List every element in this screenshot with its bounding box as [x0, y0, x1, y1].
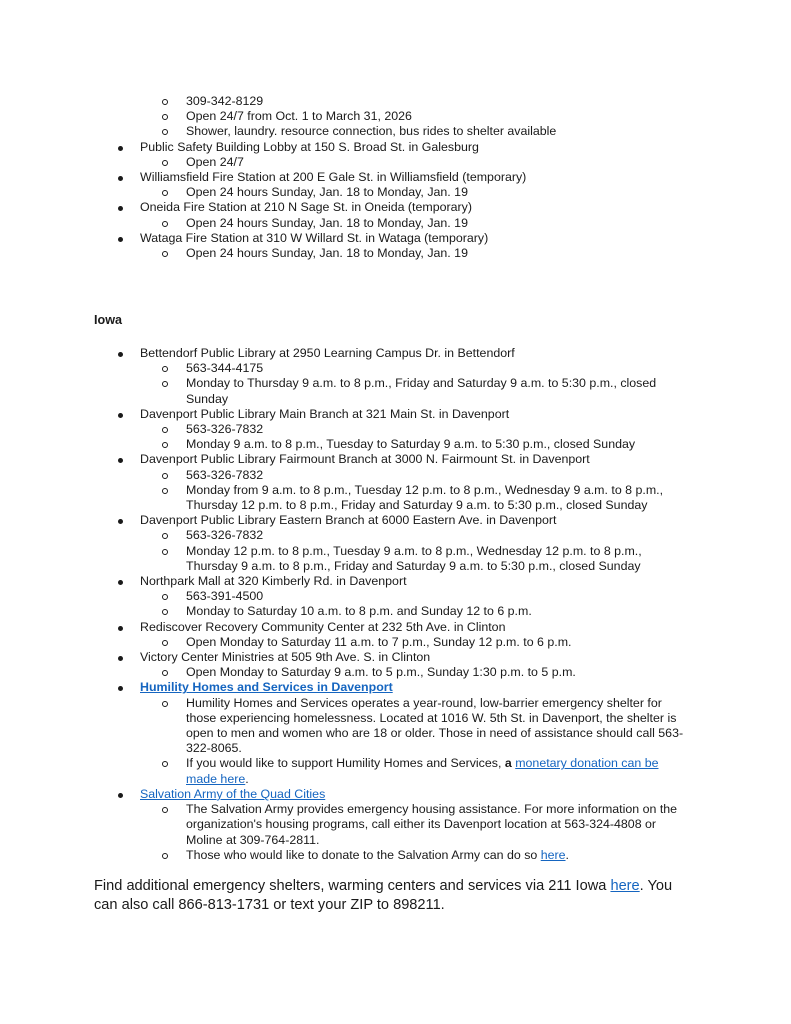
location-hours: Open Monday to Saturday 9 a.m. to 5 p.m., Sunday 1:30 p.m. to 5 p.m. — [186, 665, 576, 680]
bullet-icon — [118, 413, 123, 418]
list-item — [0, 680, 791, 786]
location-detail: Open 24 hours Sunday, Jan. 18 to Monday, Jan. 19 — [186, 215, 468, 230]
location-hours: Monday from 9 a.m. to 8 p.m., Tuesday 12 p.m. to 8 p.m., Wednesday 9 a.m. to 8 p.m., Thursday 12 p.m. to 8 p.m., Friday and Saturday 9 a.m. to 5:30 p.m., closed Sunday — [186, 482, 664, 513]
detail-item: Open 24/7 from Oct. 1 to March 31, 2026 — [0, 109, 791, 124]
circle-bullet-icon — [162, 221, 168, 227]
location-phone: 563-326-7832 — [186, 422, 264, 437]
location-name: Davenport Public Library Main Branch at 321 Main St. in Davenport — [140, 406, 510, 421]
location-name: Rediscover Recovery Community Center at 232 5th Ave. in Clinton — [140, 619, 506, 634]
bullet-icon — [118, 352, 123, 357]
circle-bullet-icon — [162, 427, 168, 433]
list-item — [0, 620, 791, 650]
bullet-icon — [118, 626, 123, 631]
circle-bullet-icon — [162, 594, 168, 600]
circle-bullet-icon — [162, 129, 168, 135]
circle-bullet-icon — [162, 761, 168, 767]
location-hours: Monday to Saturday 10 a.m. to 8 p.m. and Sunday 12 to 6 p.m. — [186, 604, 532, 619]
bullet-icon — [118, 793, 123, 798]
salvation-donate-prefix: Those who would like to donate to the Salvation Army can do so — [186, 847, 541, 862]
location-name: Wataga Fire Station at 310 W Willard St. in Wataga (temporary) — [140, 230, 489, 245]
list-item — [0, 346, 791, 407]
monetary-donation-link[interactable]: monetary donation can be made here — [186, 756, 659, 786]
detail-item: 309-342-8129 — [0, 94, 791, 109]
humility-homes-link[interactable]: Humility Homes and Services in Davenport — [140, 680, 393, 695]
location-name: Davenport Public Library Fairmount Branch at 3000 N. Fairmount St. in Davenport — [140, 452, 590, 467]
location-phone: 563-326-7832 — [186, 467, 264, 482]
location-detail: Open 24/7 — [186, 154, 244, 169]
circle-bullet-icon — [162, 114, 168, 120]
bullet-icon — [118, 580, 123, 585]
location-name: Davenport Public Library Eastern Branch at 6000 Eastern Ave. in Davenport — [140, 513, 557, 528]
circle-bullet-icon — [162, 807, 168, 813]
humility-donate-suffix: . — [245, 771, 249, 786]
location-name: Victory Center Ministries at 505 9th Ave. S. in Clinton — [140, 650, 431, 665]
salvation-donate-link[interactable]: here — [540, 847, 566, 862]
bullet-icon — [118, 458, 123, 463]
circle-bullet-icon — [162, 366, 168, 372]
humility-donate-prefix: If you would like to support Humility Homes and Services, — [186, 756, 505, 771]
list-item — [0, 787, 791, 863]
illinois-location-list — [0, 140, 791, 262]
list-item — [0, 140, 791, 170]
circle-bullet-icon — [162, 473, 168, 479]
location-hours: Monday 9 a.m. to 8 p.m., Tuesday to Saturday 9 a.m. to 5:30 p.m., closed Sunday — [186, 437, 636, 452]
illinois-continued-section — [0, 94, 791, 261]
list-item — [0, 574, 791, 620]
bullet-icon — [118, 146, 123, 151]
iowa-section — [0, 346, 791, 863]
location-name: Public Safety Building Lobby at 150 S. Broad St. in Galesburg — [140, 139, 479, 154]
location-phone: 563-344-4175 — [186, 361, 264, 376]
location-phone: 563-326-7832 — [186, 528, 264, 543]
circle-bullet-icon — [162, 549, 168, 555]
humility-description: Humility Homes and Services operates a year-round, low-barrier emergency shelter for those experiencing homelessness. Located at 1016 W. 5th St. in Davenport, the shelter is open to men and women who are 18 or older. Those in need of assistance should call 563-322-8065. — [186, 695, 684, 756]
location-detail: Open 24 hours Sunday, Jan. 18 to Monday, Jan. 19 — [186, 246, 468, 261]
salvation-army-link[interactable]: Salvation Army of the Quad Cities — [140, 786, 326, 801]
bullet-icon — [118, 519, 123, 524]
list-item — [0, 452, 791, 513]
location-name: Oneida Fire Station at 210 N Sage St. in Oneida (temporary) — [140, 200, 472, 215]
211-iowa-link[interactable]: here — [610, 878, 640, 894]
salvation-donate-suffix: . — [565, 847, 569, 862]
location-name: Bettendorf Public Library at 2950 Learning Campus Dr. in Bettendorf — [140, 346, 515, 360]
bullet-icon — [118, 686, 123, 691]
circle-bullet-icon — [162, 640, 168, 646]
list-item — [0, 513, 791, 574]
location-name: Northpark Mall at 320 Kimberly Rd. in Davenport — [140, 574, 407, 589]
footer-paragraph — [0, 877, 694, 915]
bullet-icon — [118, 237, 123, 242]
list-item — [0, 170, 791, 200]
circle-bullet-icon — [162, 160, 168, 166]
circle-bullet-icon — [162, 190, 168, 196]
list-item — [0, 200, 791, 230]
circle-bullet-icon — [162, 488, 168, 494]
location-hours: Monday to Thursday 9 a.m. to 8 p.m., Friday and Saturday 9 a.m. to 5:30 p.m., closed Sunday — [186, 376, 657, 406]
detail-item: Shower, laundry. resource connection, bus rides to shelter available — [0, 124, 791, 139]
location-hours: Open Monday to Saturday 11 a.m. to 7 p.m., Sunday 12 p.m. to 6 p.m. — [186, 634, 572, 649]
bullet-icon — [118, 206, 123, 211]
location-hours: Monday 12 p.m. to 8 p.m., Tuesday 9 a.m. to 8 p.m., Wednesday 12 p.m. to 8 p.m., Thursday 9 a.m. to 8 p.m., Friday and Saturday 9 a.m. to 5:30 p.m., closed Sunday — [186, 543, 642, 573]
circle-bullet-icon — [162, 251, 168, 257]
footer-suffix: . You can also call 866-813-1731 or text your ZIP to 898211. — [94, 878, 673, 913]
circle-bullet-icon — [162, 442, 168, 448]
iowa-heading: Iowa — [94, 313, 122, 327]
bullet-icon — [118, 176, 123, 181]
circle-bullet-icon — [162, 609, 168, 615]
location-detail: Open 24 hours Sunday, Jan. 18 to Monday, Jan. 19 — [186, 185, 468, 200]
location-name: Williamsfield Fire Station at 200 E Gale St. in Williamsfield (temporary) — [140, 170, 527, 185]
first-group-details — [0, 94, 791, 140]
list-item — [0, 650, 791, 680]
iowa-location-list — [0, 346, 791, 863]
circle-bullet-icon — [162, 99, 168, 105]
footer-prefix: Find additional emergency shelters, warming centers and services via 211 Iowa — [94, 878, 611, 894]
list-item — [0, 407, 791, 453]
salvation-description: The Salvation Army provides emergency housing assistance. For more information on the organization's housing programs, call either its Davenport location at 563-324-4808 or Moline at 309-764-2811. — [186, 802, 678, 847]
circle-bullet-icon — [162, 701, 168, 707]
circle-bullet-icon — [162, 381, 168, 387]
humility-donate-bold: a — [504, 756, 512, 771]
list-item — [0, 231, 791, 261]
location-phone: 563-391-4500 — [186, 589, 264, 604]
circle-bullet-icon — [162, 533, 168, 539]
circle-bullet-icon — [162, 670, 168, 676]
circle-bullet-icon — [162, 853, 168, 859]
bullet-icon — [118, 656, 123, 661]
